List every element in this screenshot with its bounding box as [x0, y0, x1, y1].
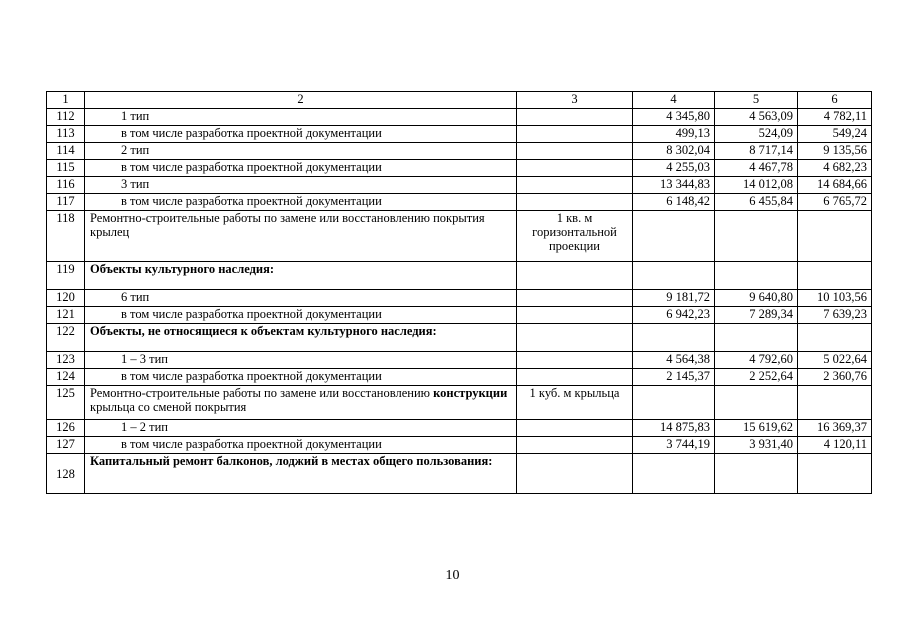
value-cell-col5: 2 252,64 [715, 369, 798, 386]
table-row [47, 194, 872, 211]
value-cell-col4: 2 145,37 [633, 369, 715, 386]
description-text: 1 – 2 тип [121, 420, 168, 434]
header-cell-1: 1 [47, 92, 85, 109]
row-unit [517, 126, 633, 143]
row-unit [517, 307, 633, 324]
table-row [47, 307, 872, 324]
description-text: 1 тип [121, 109, 150, 123]
row-number: 128 [47, 454, 85, 494]
price-table [46, 91, 872, 494]
row-description [85, 324, 517, 352]
row-unit: 1 кв. м горизонтальной проекции [517, 211, 633, 262]
value-cell-col5: 6 455,84 [715, 194, 798, 211]
header-row [47, 92, 872, 109]
value-cell-col5: 14 012,08 [715, 177, 798, 194]
description-text: крыльца со сменой покрытия [90, 400, 247, 414]
row-number: 123 [47, 352, 85, 369]
description-text: Объекты, не относящиеся к объектам культурного наследия: [90, 324, 437, 338]
row-unit [517, 352, 633, 369]
row-unit [517, 420, 633, 437]
row-description [85, 177, 517, 194]
value-cell-col6 [798, 324, 872, 352]
value-cell-col4: 9 181,72 [633, 290, 715, 307]
row-unit [517, 143, 633, 160]
value-cell-col6: 4 782,11 [798, 109, 872, 126]
table-row [47, 109, 872, 126]
header-cell-2: 2 [85, 92, 517, 109]
row-unit [517, 177, 633, 194]
value-cell-col5: 8 717,14 [715, 143, 798, 160]
table-row [47, 352, 872, 369]
value-cell-col4: 499,13 [633, 126, 715, 143]
value-cell-col4: 6 942,23 [633, 307, 715, 324]
description-text: в том числе разработка проектной документации [121, 194, 382, 208]
table-row [47, 211, 872, 262]
row-unit [517, 194, 633, 211]
description-text: Ремонтно-строительные работы по замене или восстановлению [90, 386, 434, 400]
description-text: в том числе разработка проектной документации [121, 126, 382, 140]
header-cell-6: 6 [798, 92, 872, 109]
value-cell-col6: 9 135,56 [798, 143, 872, 160]
row-number: 113 [47, 126, 85, 143]
value-cell-col6: 14 684,66 [798, 177, 872, 194]
header-cell-5: 5 [715, 92, 798, 109]
row-unit [517, 324, 633, 352]
value-cell-col5 [715, 211, 798, 262]
value-cell-col6 [798, 454, 872, 494]
value-cell-col4 [633, 386, 715, 420]
row-unit [517, 437, 633, 454]
row-unit [517, 109, 633, 126]
row-description [85, 352, 517, 369]
description-text: 1 – 3 тип [121, 352, 168, 366]
table-row [47, 386, 872, 420]
value-cell-col4: 6 148,42 [633, 194, 715, 211]
table-row [47, 437, 872, 454]
value-cell-col6: 5 022,64 [798, 352, 872, 369]
row-number: 127 [47, 437, 85, 454]
row-description [85, 262, 517, 290]
value-cell-col5: 4 467,78 [715, 160, 798, 177]
value-cell-col6 [798, 262, 872, 290]
value-cell-col5: 9 640,80 [715, 290, 798, 307]
value-cell-col6: 10 103,56 [798, 290, 872, 307]
value-cell-col5 [715, 386, 798, 420]
row-number: 124 [47, 369, 85, 386]
value-cell-col4: 4 255,03 [633, 160, 715, 177]
value-cell-col5: 7 289,34 [715, 307, 798, 324]
value-cell-col4: 3 744,19 [633, 437, 715, 454]
value-cell-col6: 16 369,37 [798, 420, 872, 437]
header-cell-4: 4 [633, 92, 715, 109]
description-text: Объекты культурного наследия: [90, 262, 275, 276]
row-number: 120 [47, 290, 85, 307]
value-cell-col4: 4 564,38 [633, 352, 715, 369]
description-text: в том числе разработка проектной документации [121, 437, 382, 451]
row-number: 119 [47, 262, 85, 290]
row-number: 114 [47, 143, 85, 160]
row-description [85, 109, 517, 126]
value-cell-col4 [633, 262, 715, 290]
row-description [85, 160, 517, 177]
table-row [47, 262, 872, 290]
description-text: в том числе разработка проектной документации [121, 369, 382, 383]
row-description [85, 454, 517, 494]
row-number: 122 [47, 324, 85, 352]
description-text: 3 тип [121, 177, 150, 191]
value-cell-col4: 8 302,04 [633, 143, 715, 160]
row-number: 125 [47, 386, 85, 420]
row-description [85, 211, 517, 262]
row-description [85, 143, 517, 160]
table-row [47, 454, 872, 494]
value-cell-col5: 3 931,40 [715, 437, 798, 454]
value-cell-col4 [633, 324, 715, 352]
description-text: в том числе разработка проектной документации [121, 160, 382, 174]
header-cell-3: 3 [517, 92, 633, 109]
table-row [47, 420, 872, 437]
value-cell-col6: 549,24 [798, 126, 872, 143]
row-number: 121 [47, 307, 85, 324]
value-cell-col4: 4 345,80 [633, 109, 715, 126]
row-unit [517, 369, 633, 386]
table-row [47, 369, 872, 386]
table-row [47, 324, 872, 352]
row-number: 118 [47, 211, 85, 262]
row-number: 126 [47, 420, 85, 437]
row-unit [517, 160, 633, 177]
value-cell-col6: 2 360,76 [798, 369, 872, 386]
page-number: 10 [445, 568, 460, 583]
description-text: 6 тип [121, 290, 150, 304]
row-number: 112 [47, 109, 85, 126]
row-unit: 1 куб. м крыльца [517, 386, 633, 420]
value-cell-col5 [715, 454, 798, 494]
value-cell-col5: 4 563,09 [715, 109, 798, 126]
description-text: конструкции [433, 386, 508, 400]
value-cell-col5 [715, 324, 798, 352]
description-text: 2 тип [121, 143, 150, 157]
row-number: 117 [47, 194, 85, 211]
table-row [47, 290, 872, 307]
value-cell-col6 [798, 386, 872, 420]
value-cell-col6: 6 765,72 [798, 194, 872, 211]
row-description [85, 369, 517, 386]
row-description [85, 386, 517, 420]
row-unit [517, 262, 633, 290]
row-number: 115 [47, 160, 85, 177]
row-description [85, 437, 517, 454]
table-row [47, 160, 872, 177]
value-cell-col5: 15 619,62 [715, 420, 798, 437]
value-cell-col6: 4 120,11 [798, 437, 872, 454]
row-description [85, 290, 517, 307]
table-row [47, 143, 872, 160]
value-cell-col4 [633, 211, 715, 262]
description-text: Ремонтно-строительные работы по замене или восстановлению покрытия крылец [90, 211, 485, 239]
row-unit [517, 290, 633, 307]
row-description [85, 126, 517, 143]
value-cell-col4 [633, 454, 715, 494]
value-cell-col5: 4 792,60 [715, 352, 798, 369]
table-row [47, 126, 872, 143]
row-description [85, 194, 517, 211]
row-unit [517, 454, 633, 494]
table-row [47, 177, 872, 194]
description-text: в том числе разработка проектной документации [121, 307, 382, 321]
value-cell-col6: 7 639,23 [798, 307, 872, 324]
value-cell-col6: 4 682,23 [798, 160, 872, 177]
value-cell-col5 [715, 262, 798, 290]
value-cell-col4: 13 344,83 [633, 177, 715, 194]
value-cell-col4: 14 875,83 [633, 420, 715, 437]
row-number: 116 [47, 177, 85, 194]
value-cell-col5: 524,09 [715, 126, 798, 143]
value-cell-col6 [798, 211, 872, 262]
row-description [85, 307, 517, 324]
row-description [85, 420, 517, 437]
description-text: Капитальный ремонт балконов, лоджий в местах общего пользования: [90, 454, 493, 468]
